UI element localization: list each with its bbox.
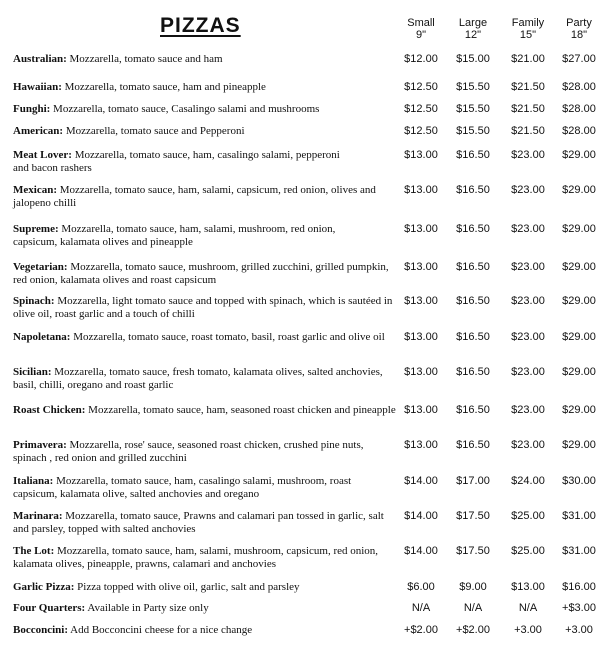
item-description <box>13 295 398 320</box>
item-description <box>13 125 398 138</box>
item-name: Mexican: <box>13 184 57 196</box>
item-name: Primavera: <box>13 439 67 451</box>
price-small: $13.00 <box>404 149 438 161</box>
price-small: $13.00 <box>404 184 438 196</box>
item-text: Add Bocconcini cheese for a nice change <box>70 624 253 636</box>
price-large: $15.50 <box>456 103 490 115</box>
price-party: $27.00 <box>562 53 596 65</box>
price-small: $13.00 <box>404 366 438 378</box>
price-party: $31.00 <box>562 510 596 522</box>
price-family: $23.00 <box>511 261 545 273</box>
price-large: N/A <box>463 602 483 614</box>
price-small: $12.50 <box>404 81 438 93</box>
price-small: $13.00 <box>404 331 438 343</box>
price-party: $28.00 <box>562 81 596 93</box>
price-family: $23.00 <box>511 149 545 161</box>
price-family: $23.00 <box>511 404 545 416</box>
price-large: $17.00 <box>456 475 490 487</box>
item-description <box>13 404 398 417</box>
item-text: Mozzarella, tomato sauce, ham, salami, mushroom, capsicum, red onion, kalamata olives, pineapple, prawns, calamari and anchovies <box>13 545 379 570</box>
item-description <box>13 331 398 344</box>
price-large: $9.00 <box>459 581 487 593</box>
price-party: $31.00 <box>562 545 596 557</box>
price-large: $17.50 <box>456 510 490 522</box>
price-family: $21.50 <box>511 125 545 137</box>
price-small: +$2.00 <box>404 624 438 636</box>
price-family: $21.50 <box>511 81 545 93</box>
price-party: $29.00 <box>562 366 596 378</box>
price-large: $15.00 <box>456 53 490 65</box>
item-description <box>13 53 398 66</box>
price-family: $25.00 <box>511 545 545 557</box>
price-family: $13.00 <box>511 581 545 593</box>
price-party: $28.00 <box>562 103 596 115</box>
price-family: $23.00 <box>511 366 545 378</box>
price-party: $29.00 <box>562 223 596 235</box>
price-family: $23.00 <box>511 439 545 451</box>
item-description <box>13 545 398 570</box>
price-party: $28.00 <box>562 125 596 137</box>
item-text: Mozzarella, tomato sauce, ham, seasoned roast chicken and pineapple <box>88 404 396 416</box>
item-description <box>13 602 398 615</box>
price-large: +$2.00 <box>456 624 490 636</box>
item-text: Mozzarella, tomato sauce, fresh tomato, kalamata olives, salted anchovies, basil, chilli, oregano and roast garlic <box>13 366 383 391</box>
size-header-party <box>549 17 604 41</box>
price-family: $23.00 <box>511 184 545 196</box>
price-party: $30.00 <box>562 475 596 487</box>
item-name: Sicilian: <box>13 366 52 378</box>
item-name: Marinara: <box>13 510 63 522</box>
item-name: Vegetarian: <box>13 261 68 273</box>
price-large: $16.50 <box>456 404 490 416</box>
price-large: $16.50 <box>456 149 490 161</box>
item-name: Supreme: <box>13 223 59 235</box>
price-large: $15.50 <box>456 125 490 137</box>
size-diameter: 9" <box>415 29 427 41</box>
item-description <box>13 366 398 391</box>
item-text: Mozzarella, tomato sauce, ham, casalingo salami, mushroom, roast capsicum, kalamata olive, salted anchovies and oregano <box>13 475 352 500</box>
size-diameter: 15" <box>519 29 537 41</box>
price-family: $21.00 <box>511 53 545 65</box>
price-small: $13.00 <box>404 223 438 235</box>
item-description <box>13 439 398 464</box>
price-small: $14.00 <box>404 510 438 522</box>
price-family: $23.00 <box>511 295 545 307</box>
price-party: $29.00 <box>562 261 596 273</box>
price-party: $16.00 <box>562 581 596 593</box>
item-description <box>13 581 398 594</box>
item-description <box>13 103 398 116</box>
item-name: Spinach: <box>13 295 55 307</box>
size-header-small <box>391 17 451 41</box>
item-description <box>13 184 398 209</box>
price-family: $25.00 <box>511 510 545 522</box>
price-large: $16.50 <box>456 184 490 196</box>
price-large: $16.50 <box>456 439 490 451</box>
price-family: $24.00 <box>511 475 545 487</box>
item-text: Mozzarella, tomato sauce, Prawns and calamari pan tossed in garlic, salt and parsley, topped with salted anchovies <box>13 510 384 535</box>
price-large: $17.50 <box>456 545 490 557</box>
item-text: Mozzarella, rose' sauce, seasoned roast chicken, crushed pine nuts, spinach , red onion and grilled zucchini <box>13 439 364 464</box>
item-description <box>13 81 398 94</box>
size-diameter: 12" <box>464 29 482 41</box>
price-small: $13.00 <box>404 439 438 451</box>
item-text: Mozzarella, tomato sauce, ham and pineapple <box>64 81 266 93</box>
price-small: $14.00 <box>404 475 438 487</box>
item-text: Mozzarella, tomato sauce, Casalingo salami and mushrooms <box>53 103 320 115</box>
item-text: Mozzarella, tomato sauce and ham <box>69 53 223 65</box>
item-name: Napoletana: <box>13 331 71 343</box>
price-party: $29.00 <box>562 404 596 416</box>
item-name: The Lot: <box>13 545 55 557</box>
price-large: $16.50 <box>456 261 490 273</box>
price-small: N/A <box>411 602 431 614</box>
size-name: Small <box>407 17 435 29</box>
price-large: $15.50 <box>456 81 490 93</box>
price-family: $21.50 <box>511 103 545 115</box>
item-name: Roast Chicken: <box>13 404 86 416</box>
price-small: $13.00 <box>404 261 438 273</box>
price-family: +3.00 <box>514 624 542 636</box>
item-name: American: <box>13 125 64 137</box>
price-party: $29.00 <box>562 439 596 451</box>
item-text: Mozzarella, tomato sauce, ham, casalingo salami, pepperoni and bacon rashers <box>13 149 340 174</box>
price-party: $29.00 <box>562 149 596 161</box>
price-family: N/A <box>518 602 538 614</box>
item-name: Italiana: <box>13 475 54 487</box>
price-small: $14.00 <box>404 545 438 557</box>
item-text: Available in Party size only <box>87 602 209 614</box>
price-family: $23.00 <box>511 331 545 343</box>
item-name: Meat Lover: <box>13 149 72 161</box>
item-name: Hawaiian: <box>13 81 62 93</box>
item-description <box>13 149 343 174</box>
price-large: $16.50 <box>456 331 490 343</box>
size-header-large <box>443 17 503 41</box>
item-text: Mozzarella, tomato sauce, ham, salami, mushroom, red onion, capsicum, kalamata olives and pineapple <box>13 223 336 248</box>
price-party: +$3.00 <box>562 602 596 614</box>
menu-title: PIZZAS <box>160 14 241 37</box>
item-description <box>13 624 398 637</box>
price-large: $16.50 <box>456 366 490 378</box>
item-text: Mozzarella, light tomato sauce and topped with spinach, which is sautéed in olive oil, roast garlic and a touch of chilli <box>13 295 393 320</box>
item-name: Bocconcini: <box>13 624 68 636</box>
item-name: Four Quarters: <box>13 602 86 614</box>
size-name: Family <box>511 17 545 29</box>
price-small: $12.00 <box>404 53 438 65</box>
size-name: Party <box>566 17 592 29</box>
item-text: Mozzarella, tomato sauce and Pepperoni <box>65 125 245 137</box>
item-description <box>13 223 358 248</box>
item-text: Mozzarella, tomato sauce, mushroom, grilled zucchini, grilled pumpkin, red onion, kalamata olives and roast capsicum <box>13 261 389 286</box>
size-diameter: 18" <box>570 29 588 41</box>
price-party: +3.00 <box>565 624 593 636</box>
size-name: Large <box>458 17 488 29</box>
price-party: $29.00 <box>562 295 596 307</box>
price-family: $23.00 <box>511 223 545 235</box>
item-name: Funghi: <box>13 103 51 115</box>
price-large: $16.50 <box>456 223 490 235</box>
price-small: $12.50 <box>404 125 438 137</box>
item-name: Australian: <box>13 53 67 65</box>
price-small: $13.00 <box>404 295 438 307</box>
price-small: $12.50 <box>404 103 438 115</box>
price-large: $16.50 <box>456 295 490 307</box>
item-description <box>13 475 398 500</box>
item-text: Mozzarella, tomato sauce, ham, salami, capsicum, red onion, olives and jalopeno chilli <box>13 184 376 209</box>
price-party: $29.00 <box>562 331 596 343</box>
price-party: $29.00 <box>562 184 596 196</box>
price-small: $6.00 <box>407 581 435 593</box>
item-text: Mozzarella, tomato sauce, roast tomato, basil, roast garlic and olive oil <box>73 331 385 343</box>
item-name: Garlic Pizza: <box>13 581 75 593</box>
price-small: $13.00 <box>404 404 438 416</box>
item-text: Pizza topped with olive oil, garlic, salt and parsley <box>77 581 300 593</box>
item-description <box>13 261 398 286</box>
item-description <box>13 510 398 535</box>
